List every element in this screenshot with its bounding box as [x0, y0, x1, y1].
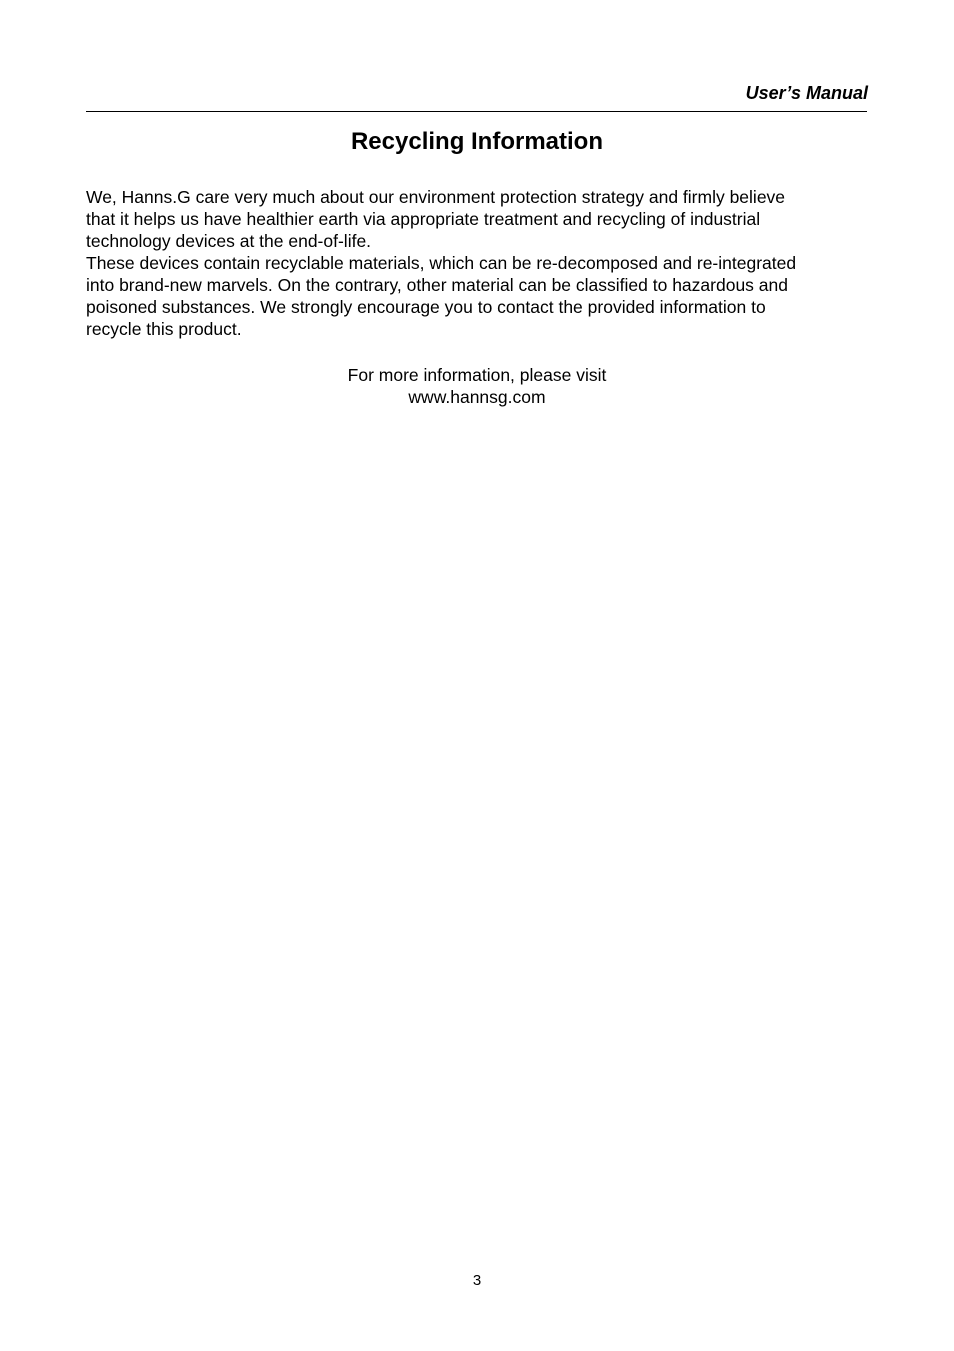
more-info-text: For more information, please visit [347, 365, 607, 385]
page-title: Recycling Information [350, 128, 604, 155]
running-header-title: User’s Manual [745, 83, 868, 103]
text-line: We, Hanns.G care very much about our environment protection strategy and firmly believe [86, 187, 786, 207]
text-line: recycle this product. [86, 319, 242, 339]
page-number: 3 [472, 1272, 482, 1289]
body-text [86, 186, 871, 340]
text-line: into brand-new marvels. On the contrary, other material can be classified to hazardous and [86, 275, 788, 295]
paragraph-environment [86, 186, 871, 252]
paragraph-recyclable-materials [86, 252, 871, 340]
website-link[interactable]: www.hannsg.com [408, 387, 546, 407]
text-line: that it helps us have healthier earth via appropriate treatment and recycling of industrial [86, 209, 761, 229]
more-info-block [0, 364, 954, 408]
text-line: These devices contain recyclable materials, which can be re-decomposed and re-integrated [86, 253, 797, 273]
text-line: poisoned substances. We strongly encourage you to contact the provided information to [86, 297, 766, 317]
text-line: technology devices at the end-of-life. [86, 231, 372, 251]
header-divider [86, 111, 867, 112]
